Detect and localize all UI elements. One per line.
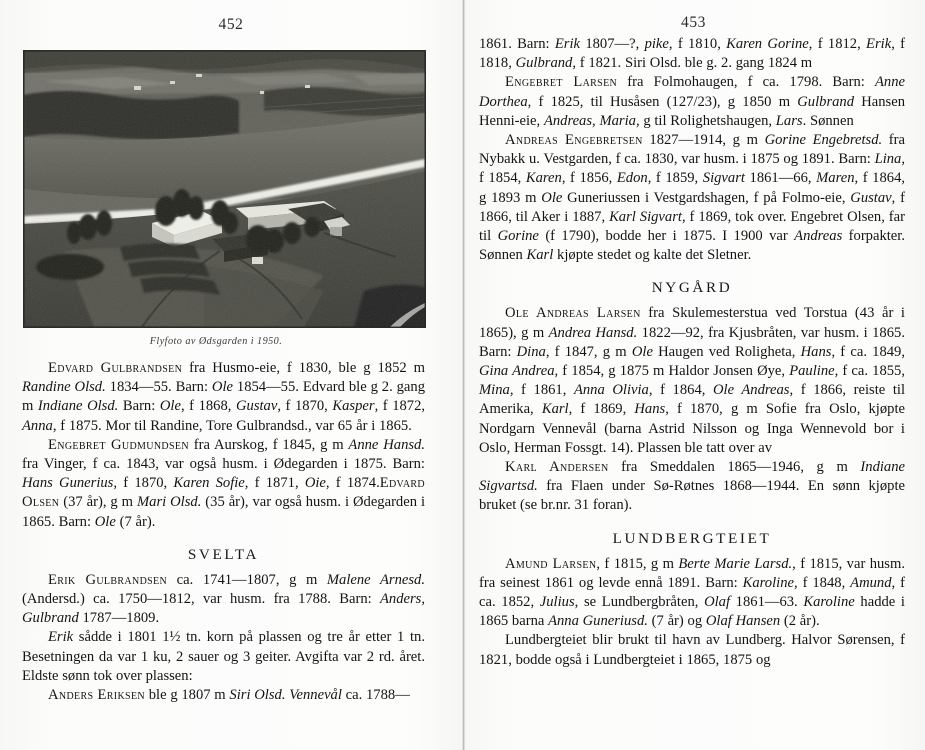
aerial-photograph: [24, 51, 425, 327]
person-name: Ole Andreas Larsen: [505, 305, 641, 322]
paragraph-erik-gulbrandsen: [22, 571, 425, 629]
section-heading-svelta: SVELTA: [187, 545, 260, 563]
paragraph-text: fra Skulemesterstua ved Torstua (43 år i 1865), g m Andrea Hansd. 1822—92, fra Kjusbråten, var husm. i 1865. Barn: Dina, f 1847, g m Ole Haugen ved Roligheta, Hans, f ca. 1849, Gina Andrea, f 1854, g 1875 m Haldor Jonsen Øye, Pauline, f ca. 1855, Mina, f 1861, Anna Olivia, f 1864, Ole Andreas, f 1866, reiste til Amerika, Karl, f 1869, Hans, f 1870, g m Sofie fra Oslo, kjøpte Nordgarn Vennevål (barna Astrid Nilsson og Inga Wennevold bor i Oslo, Herman Fossgt. 14). Plassen ble tatt over av: [479, 305, 906, 456]
paragraph-text: fra Smeddalen 1865—1946, g m Indiane Sigvartsd. fra Flaen under Sø-Røtnes 1868—1944. En sønn kjøpte bruket (se br.nr. 31 foran).: [479, 459, 905, 514]
section-heading-nygard: NYGÅRD: [651, 279, 733, 297]
left-column: [0, 51, 462, 705]
paragraph-text: Erik sådde i 1801 1½ tn. korn på plassen og tre år etter 1 tn. Besetningen da var 1 ku, 2 sauer og 3 geiter. Avgifta var 2 rd. året. Eldste sønn tok over plassen:: [22, 629, 425, 684]
paragraph-text: ble g 1807 m Siri Olsd. Vennevål ca. 1788—: [145, 687, 410, 704]
paragraph-karl-andersen: [479, 458, 905, 516]
person-name: Erik Gulbrandsen: [48, 571, 168, 588]
paragraph-engebret-gudmundsen: [22, 436, 425, 532]
paragraph-erik-sadde: [22, 628, 425, 686]
paragraph-edvard-gulbrandsen: [22, 359, 425, 436]
photo-caption: Flyfoto av Ødsgarden i 1950.: [149, 336, 283, 347]
person-name: Amund Larsen: [505, 555, 597, 572]
page-number-right: 453: [680, 14, 707, 31]
person-name: Karl Andersen: [505, 459, 609, 476]
paragraph-text: Lundbergteiet blir brukt til havn av Lundberg. Halvor Sørensen, f 1821, bodde også i Lundbergteiet i 1865, 1875 og: [479, 632, 905, 668]
paragraph-text: fra Folmohaugen, f ca. 1798. Barn: Anne Dorthea, f 1825, til Husåsen (127/23), g 1850 m Gulbrand Hansen Henni-eie, Andreas, Maria, g til Rolighetshaugen, Lars. Sønnen: [479, 74, 906, 129]
section-heading-lundbergteiet: LUNDBERGTEIET: [612, 529, 772, 547]
person-name: Edvard Olsen: [22, 475, 426, 511]
paragraph-ole-andreas-larsen: [479, 304, 905, 458]
paragraph-anders-eriksen: [22, 686, 425, 705]
paragraph-text: fra Aurskog, f 1845, g m Anne Hansd. fra Vinger, f ca. 1843, var også husm. i Ødegarden i 1875. Barn: Hans Gunerius, f 1870, Karen Sofie, f 1871, Oie, f 1874.: [22, 436, 426, 492]
paragraph-text: (37 år), g m Mari Olsd. (35 år), var også husm. i Ødegarden i 1865. Barn: Ole (7 år).: [22, 494, 425, 530]
paragraph-text: ca. 1741—1807, g m Malene Arnesd. (Andersd.) ca. 1750—1812, var husm. fra 1788. Barn: Anders, Gulbrand 1787—1809.: [22, 571, 425, 627]
paragraph-amund-larsen: [479, 555, 905, 632]
paragraph-lundbergteiet-bruk: [479, 631, 905, 669]
person-name: Engebret Gudmundsen: [48, 436, 189, 453]
person-name: Anders Eriksen: [48, 687, 145, 704]
page-number-left: 452: [218, 16, 244, 33]
paragraph-text: 1827—1914, g m Gorine Engebretsd. fra Nybakk u. Vestgarden, f ca. 1830, var husm. i 1875 og 1891. Barn: Lina, f 1854, Karen, f 1856, Edon, f 1859, Sigvart 1861—66, Maren, f 1864, g 1893 m Ole Guneriussen i Vestgardshagen, f på Folmo-eie, Gustav, f 1866, til Aker i 1887, Karl Sigvart, f 1869, tok over. Engebret Olsen, far til Gorine (f 1790), bodde her i 1875. I 1900 var Andreas forpakter. Sønnen Karl kjøpte stedet og kalte det Sletner.: [479, 132, 906, 264]
paragraph-text: , f 1815, g m Berte Marie Larsd., f 1815, var husm. fra seinest 1861 og levde ennå 1891. Barn: Karoline, f 1848, Amund, f ca. 1852, Julius, se Lundbergbråten, Olaf 1861—63. Karoline hadde i 1865 barna Anna Guneriusd. (7 år) og Olaf Hansen (2 år).: [479, 555, 905, 630]
aerial-photo-figure: [22, 51, 425, 347]
paragraph-siri-olsd-continued: [479, 35, 905, 73]
person-name: Edvard Gulbrandsen: [48, 360, 183, 376]
right-column: [462, 32, 925, 670]
paragraph-andreas-engebretsen: [479, 131, 905, 265]
paragraph-text: 1861. Barn: Erik 1807—?, pike, f 1810, Karen Gorine, f 1812, Erik, f 1818, Gulbrand, f 1821. Siri Olsd. ble g. 2. gang 1824 m: [479, 36, 906, 72]
paragraph-engebret-larsen: [479, 73, 905, 131]
person-name: Andreas Engebretsen: [505, 132, 643, 149]
paragraph-text: fra Husmo-eie, f 1830, ble g 1852 m Randine Olsd. 1834—55. Barn: Ole 1854—55. Edvard ble g 2. gang m Indiane Olsd. Barn: Ole, f 1868, Gustav, f 1870, Kasper, f 1872, Anna, f 1875. Mor til Randine, Tore Gulbrandsd., var 65 år i 1865.: [22, 360, 426, 434]
left-page: [0, 0, 462, 750]
right-page: [462, 0, 925, 750]
person-name: Engebret Larsen: [505, 74, 618, 91]
